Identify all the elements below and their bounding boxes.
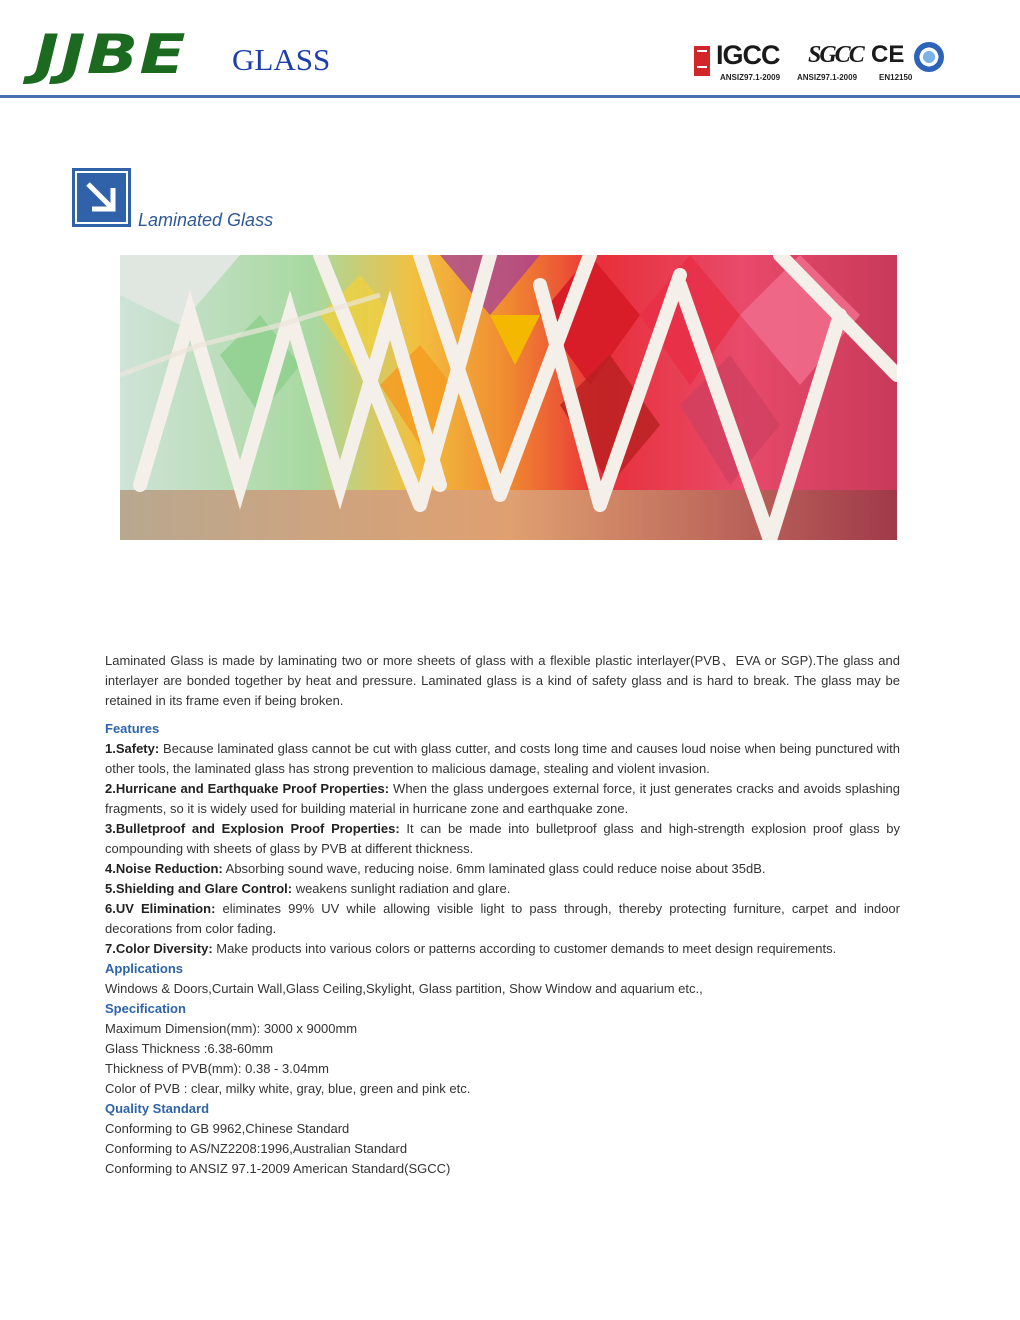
feature-label: 4.Noise Reduction:	[105, 861, 223, 876]
intro-paragraph: Laminated Glass is made by laminating two or more sheets of glass with a flexible plastic interlayer(PVB、EVA or SGP).The glass and interlayer are bonded together by heat and pressure. Laminated glass is a kind of safety glass and is hard to break. The glass may be retained in its frame even if being broken.	[105, 653, 900, 708]
spec-line: Thickness of PVB(mm): 0.38 - 3.04mm	[105, 1061, 329, 1076]
feature-item	[105, 879, 900, 899]
certification-seal-icon	[914, 42, 944, 72]
specification-heading: Specification	[105, 1001, 186, 1016]
quality-line: Conforming to GB 9962,Chinese Standard	[105, 1121, 350, 1136]
feature-label: 2.Hurricane and Earthquake Proof Properties:	[105, 781, 390, 796]
arrow-down-right-icon	[72, 168, 131, 227]
feature-item	[105, 859, 900, 879]
quality-line: Conforming to AS/NZ2208:1996,Australian Standard	[105, 1141, 408, 1156]
igcc-logo: IGCC	[716, 40, 780, 70]
features-heading: Features	[105, 721, 160, 736]
feature-text: Make products into various colors or patterns according to customer demands to meet design requirements.	[212, 941, 837, 956]
igcc-flag-icon	[694, 46, 710, 76]
section-title: Laminated Glass	[138, 210, 274, 230]
certification-logos	[694, 40, 954, 88]
feature-item	[105, 739, 900, 779]
igcc-standard: ANSIZ97.1-2009	[720, 73, 781, 82]
sgcc-logo: SGCC	[808, 42, 863, 68]
ce-mark: CE	[871, 41, 905, 68]
feature-text: Absorbing sound wave, reducing noise. 6mm laminated glass could reduce noise about 35dB.	[222, 861, 766, 876]
feature-label: 5.Shielding and Glare Control:	[105, 881, 293, 896]
brand-logo	[34, 23, 331, 86]
feature-text: eliminates 99% UV while allowing visible light to pass through, thereby protecting furniture, carpet and indoor decorations from color fading.	[105, 901, 900, 936]
spec-line: Maximum Dimension(mm): 3000 x 9000mm	[105, 1021, 358, 1036]
feature-label: 3.Bulletproof and Explosion Proof Properties:	[105, 821, 400, 836]
logo-word: GLASS	[232, 42, 331, 77]
feature-item	[105, 819, 900, 859]
feature-text: When the glass undergoes external force, it just generates cracks and avoids splashing fragments, so it is widely used for building material in hurricane zone and earthquake zone.	[105, 781, 900, 816]
feature-text: weakens sunlight radiation and glare.	[292, 881, 511, 896]
header-divider	[0, 95, 1020, 98]
feature-text: Because laminated glass cannot be cut with glass cutter, and costs long time and causes loud noise when being punctured with other tools, the laminated glass has strong prevention to malicious damage, stealing and violent invasion.	[105, 741, 900, 776]
feature-item	[105, 939, 900, 959]
logo-mark: JJBE	[34, 23, 187, 86]
ce-standard: EN12150	[879, 73, 913, 82]
feature-item	[105, 779, 900, 819]
applications-text: Windows & Doors,Curtain Wall,Glass Ceiling,Skylight, Glass partition, Show Window and aquarium etc.,	[105, 981, 703, 996]
quality-line: Conforming to ANSIZ 97.1-2009 American Standard(SGCC)	[105, 1161, 451, 1176]
feature-label: 7.Color Diversity:	[105, 941, 213, 956]
feature-label: 1.Safety:	[105, 741, 160, 756]
spec-line: Color of PVB : clear, milky white, gray, blue, green and pink etc.	[105, 1081, 471, 1096]
hero-image	[120, 255, 897, 540]
feature-item	[105, 899, 900, 939]
applications-heading: Applications	[105, 961, 184, 976]
feature-label: 6.UV Elimination:	[105, 901, 216, 916]
quality-heading: Quality Standard	[105, 1101, 210, 1116]
feature-text: It can be made into bulletproof glass and high-strength explosion proof glass by compounding with sheets of glass by PVB at different thickness.	[105, 821, 901, 856]
page-header	[0, 0, 1020, 98]
sgcc-standard: ANSIZ97.1-2009	[797, 73, 858, 82]
spec-line: Glass Thickness :6.38-60mm	[105, 1041, 274, 1056]
product-description	[105, 651, 900, 1179]
